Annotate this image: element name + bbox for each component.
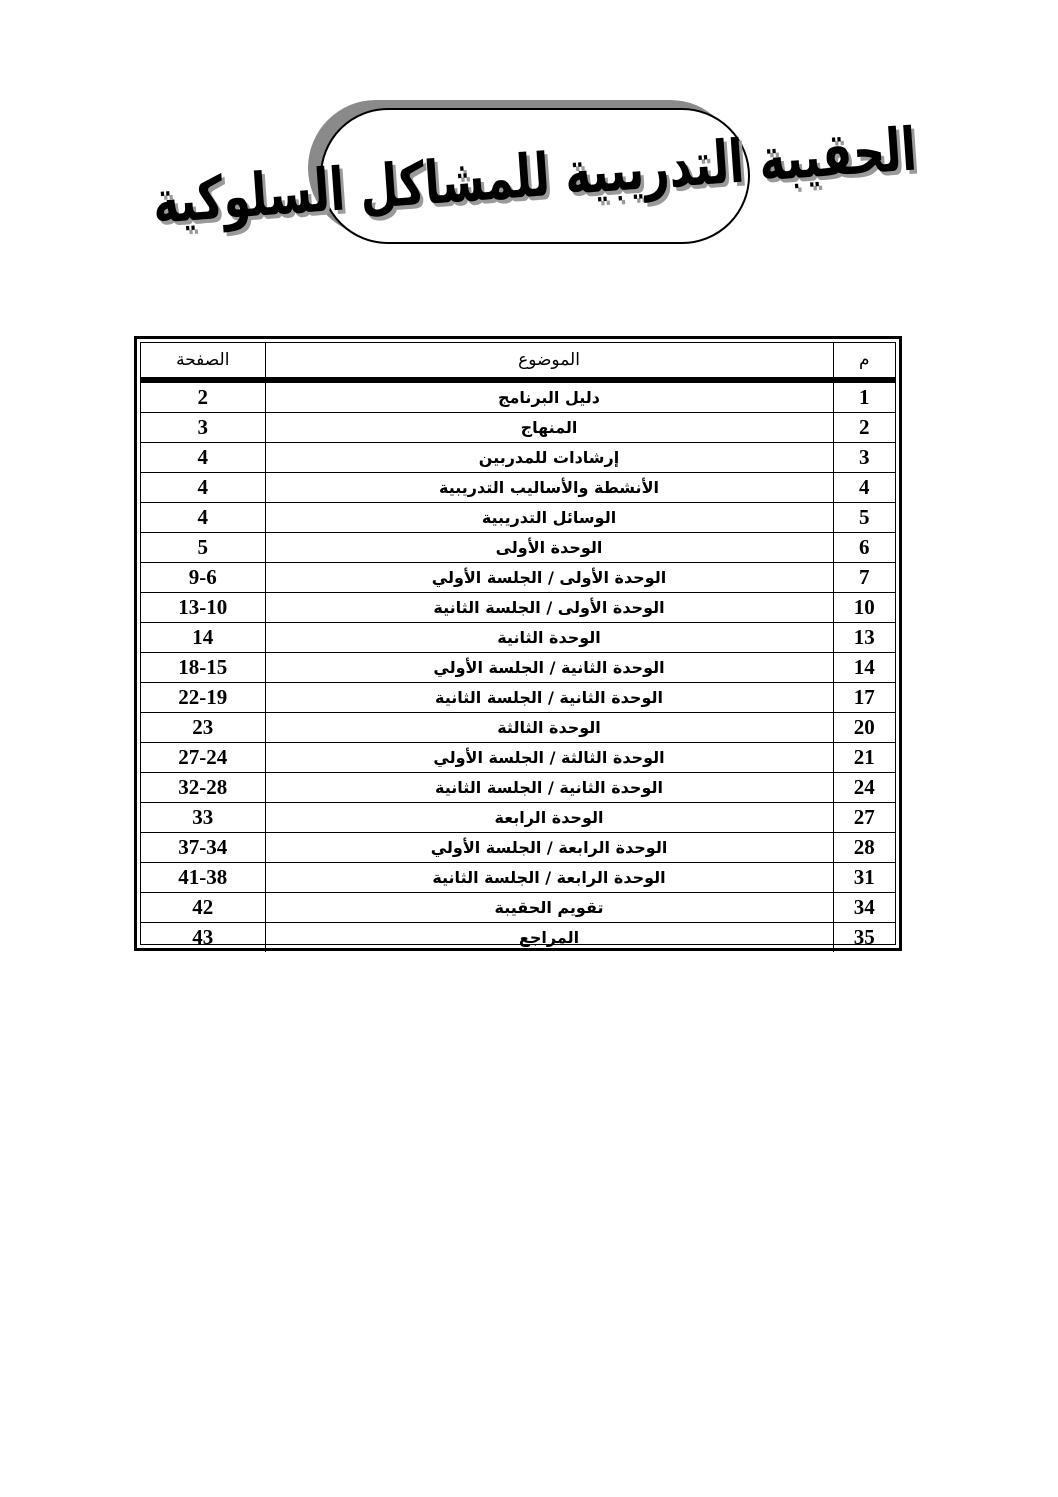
row-page: 37-34 — [141, 833, 265, 863]
row-number: 34 — [833, 893, 895, 923]
row-topic: المراجع — [265, 923, 833, 953]
row-number: 14 — [833, 653, 895, 683]
row-number: 13 — [833, 623, 895, 653]
row-page: 23 — [141, 713, 265, 743]
title-banner-frame — [150, 108, 920, 244]
row-page: 32-28 — [141, 773, 265, 803]
row-page: 9-6 — [141, 563, 265, 593]
table-of-contents — [134, 336, 902, 951]
toc-header-row — [141, 343, 895, 380]
row-topic: الأنشطة والأساليب التدريبية — [265, 473, 833, 503]
row-topic: الوحدة الرابعة / الجلسة الثانية — [265, 863, 833, 893]
row-page: 33 — [141, 803, 265, 833]
table-row — [141, 773, 895, 803]
table-row — [141, 380, 895, 413]
row-topic: الوحدة الثانية / الجلسة الثانية — [265, 773, 833, 803]
row-topic: تقويم الحقيبة — [265, 893, 833, 923]
table-row — [141, 743, 895, 773]
row-number: 1 — [833, 380, 895, 413]
table-row — [141, 503, 895, 533]
row-page: 18-15 — [141, 653, 265, 683]
table-row — [141, 563, 895, 593]
row-number: 35 — [833, 923, 895, 953]
row-page: 42 — [141, 893, 265, 923]
table-row — [141, 713, 895, 743]
row-number: 10 — [833, 593, 895, 623]
row-number: 27 — [833, 803, 895, 833]
row-number: 7 — [833, 563, 895, 593]
row-page: 27-24 — [141, 743, 265, 773]
header-topic: الموضوع — [265, 343, 833, 380]
toc-body — [141, 380, 895, 952]
row-topic: الوحدة الأولى / الجلسة الأولي — [265, 563, 833, 593]
row-topic: الوحدة الأولى / الجلسة الثانية — [265, 593, 833, 623]
row-number: 17 — [833, 683, 895, 713]
row-topic: الوحدة الرابعة — [265, 803, 833, 833]
row-number: 21 — [833, 743, 895, 773]
title-banner — [150, 100, 920, 248]
toc-table — [141, 343, 895, 952]
row-page: 4 — [141, 503, 265, 533]
row-number: 31 — [833, 863, 895, 893]
row-page: 2 — [141, 380, 265, 413]
row-page: 43 — [141, 923, 265, 953]
table-row — [141, 653, 895, 683]
row-page: 4 — [141, 443, 265, 473]
table-row — [141, 683, 895, 713]
row-topic: الوحدة الثالثة — [265, 713, 833, 743]
table-row — [141, 833, 895, 863]
row-number: 6 — [833, 533, 895, 563]
header-number: م — [833, 343, 895, 380]
row-page: 5 — [141, 533, 265, 563]
row-topic: إرشادات للمدربين — [265, 443, 833, 473]
row-number: 5 — [833, 503, 895, 533]
row-topic: دليل البرنامج — [265, 380, 833, 413]
table-row — [141, 413, 895, 443]
row-topic: الوحدة الأولى — [265, 533, 833, 563]
row-page: 13-10 — [141, 593, 265, 623]
table-row — [141, 863, 895, 893]
table-of-contents-inner-frame — [140, 342, 896, 949]
table-row — [141, 443, 895, 473]
table-row — [141, 893, 895, 923]
row-number: 28 — [833, 833, 895, 863]
table-row — [141, 533, 895, 563]
row-topic: الوسائل التدريبية — [265, 503, 833, 533]
table-row — [141, 593, 895, 623]
header-page: الصفحة — [141, 343, 265, 380]
row-topic: المنهاج — [265, 413, 833, 443]
row-topic: الوحدة الثالثة / الجلسة الأولي — [265, 743, 833, 773]
row-topic: الوحدة الرابعة / الجلسة الأولي — [265, 833, 833, 863]
table-row — [141, 923, 895, 953]
row-page: 3 — [141, 413, 265, 443]
row-topic: الوحدة الثانية / الجلسة الأولي — [265, 653, 833, 683]
row-page: 41-38 — [141, 863, 265, 893]
row-page: 14 — [141, 623, 265, 653]
document-title: الحقيبة التدريبية للمشاكل السلوكية — [150, 114, 920, 238]
row-number: 4 — [833, 473, 895, 503]
table-row — [141, 473, 895, 503]
row-page: 22-19 — [141, 683, 265, 713]
row-number: 20 — [833, 713, 895, 743]
table-row — [141, 803, 895, 833]
row-number: 3 — [833, 443, 895, 473]
table-row — [141, 623, 895, 653]
row-topic: الوحدة الثانية / الجلسة الثانية — [265, 683, 833, 713]
row-topic: الوحدة الثانية — [265, 623, 833, 653]
row-page: 4 — [141, 473, 265, 503]
row-number: 24 — [833, 773, 895, 803]
row-number: 2 — [833, 413, 895, 443]
